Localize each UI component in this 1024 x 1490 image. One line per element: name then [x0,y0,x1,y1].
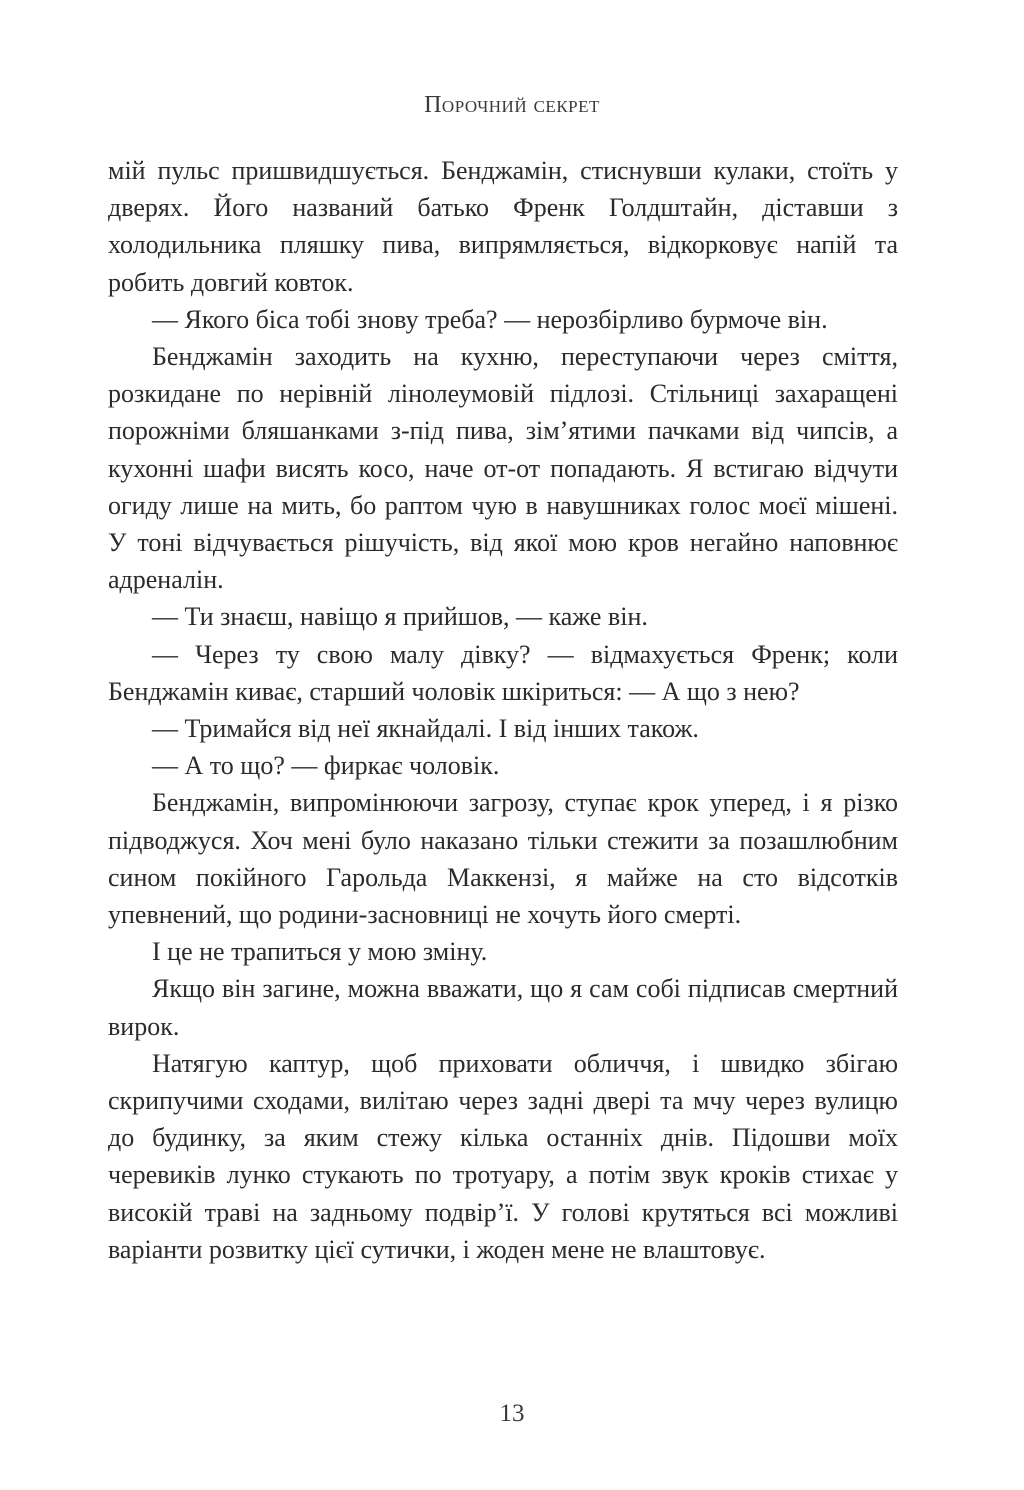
paragraph: І це не трапиться у мою зміну. [152,937,488,967]
paragraph: — Ти знаєш, навіщо я прийшов, — каже він. [152,602,648,632]
paragraph: Якщо він загине, можна вважати, що я сам собі підписав смертний вирок. [108,974,898,1041]
paragraph: Бенджамін заходить на кухню, переступаючи через сміття, розкидане по нерівній лінолеумовій підлозі. Стільниці захаращені порожніми бляшанками з-під пива, зім’ятими пачками від чипсів, а кухонні шафи висять косо, наче от-от попадають. Я встигаю відчути огиду лише на мить, бо раптом чую в навушниках голос моєї мішені. У тоні відчувається рішучість, від якої мою кров негайно наповнює адреналін. [108,342,898,595]
paragraph: — Тримайся від неї якнайдалі. І від інших також. [152,714,699,744]
paragraph: — А то що? — фиркає чоловік. [152,751,500,781]
paragraph: мій пульс пришвидшується. Бенджамін, стиснувши кулаки, стоїть у дверях. Його названий батько Френк Голдштайн, діставши з холодильника пляшку пива, випрямляється, відкорковує напій та робить довгий ковток. [108,156,898,297]
paragraph: — Через ту свою малу дівку? — відмахується Френк; коли Бенджамін киває, старший чоловік шкіриться: — А що з нею? [108,639,898,706]
running-head: Порочний секрет [424,92,600,118]
paragraph: — Якого біса тобі знову треба? — нерозбірливо бурмоче він. [152,304,828,334]
page-number: 13 [499,1400,525,1427]
body-text [108,152,898,1268]
paragraph: Бенджамін, випромінюючи загрозу, ступає крок уперед, і я різко підводжуся. Хоч мені було наказано тільки стежити за позашлюбним сином покійного Гарольда Маккензі, я майже на сто відсотків упевнений, що родини-засновниці не хочуть його смерті. [108,788,898,930]
paragraph: Натягую каптур, щоб приховати обличчя, і швидко збігаю скрипучими сходами, вилітаю через задні двері та мчу через вулицю до будинку, за яким стежу кілька останніх днів. Підошви моїх черевиків лунко стукають по тротуару, а потім звук кроків стихає у високій траві на задньому подвір’ї. У голові крутяться всі можливі варіанти розвитку цієї сутички, і жоден мене не влаштовує. [108,1048,898,1264]
